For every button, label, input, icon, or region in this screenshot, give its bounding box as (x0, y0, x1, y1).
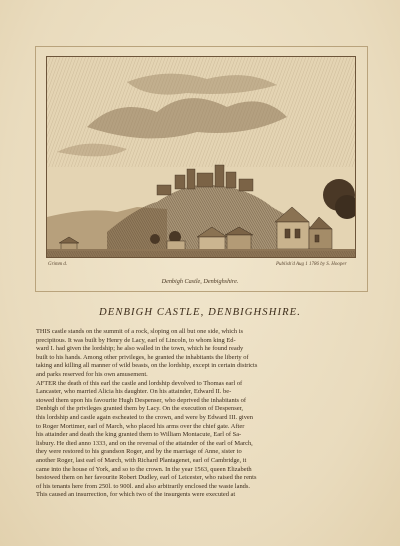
publisher-credit: Publish'd Aug 1 1786 by S. Hooper (276, 262, 347, 267)
artist-credit: Grimm d. (48, 262, 68, 267)
body-line: bestowed them on her favourite Robert Dudley, earl of Leicester, who raised the rents (36, 474, 257, 482)
engraving-image (46, 56, 356, 258)
plate-caption: Denbigh Castle, Denbighshire. (161, 278, 239, 285)
body-line: another Roger, last earl of March, with Richard Plantagenet, earl of Cambridge, it (36, 456, 247, 464)
body-line: This caused an insurrection, for which two of the insurgents were executed at (36, 491, 236, 499)
body-line: built to his hands. Among other privileges, he granted the inhabitants the liberty of (36, 353, 249, 361)
body-line: came into the house of York, and so to the crown. In the year 1563, queen Elizabeth (36, 465, 252, 473)
body-line: his attainder and death the king granted them to William Montacute, Earl of Sa- (36, 431, 242, 439)
body-line: ward I. had given the lordship; he also walled in the town, which he found ready (36, 345, 244, 353)
body-line: taking and killing all manner of wild beasts, on the lordship, except in certain districts (36, 362, 258, 370)
article-heading: DENBIGH CASTLE, DENBIGHSHIRE. (99, 307, 301, 318)
body-line: they were restored to his grandson Roger, and by the marriage of Anne, sister to (36, 448, 242, 456)
body-line: THIS castle stands on the summit of a rock, sloping on all but one side, which is (36, 328, 244, 335)
body-line: and parks reserved for his own amusement. (36, 370, 148, 378)
body-line: to Roger Mortimer, earl of March, who placed his arms over the chief gate. After (36, 422, 245, 430)
body-line: this lordship and castle again escheated to the crown, and were by Edward III. given (36, 413, 254, 421)
body-line: lisbury. He died anno 1333, and on the reversal of the attainder of the earl of March, (36, 439, 253, 447)
body-line: stowed them upon his favourite Hugh Despenser, who deprived the inhabitants of (36, 396, 246, 404)
body-line: precipitous. It was built by Henry de Lacy, earl of Lincoln, to whom king Ed- (36, 336, 236, 344)
body-line: Denbigh of the privileges granted them by Lacy. On the execution of Despenser, (36, 405, 244, 413)
article-body (36, 328, 366, 500)
body-line: of his tenants here from 250l. to 900l. and also arbitrarily enclosed the waste lands. (36, 482, 250, 490)
body-line: Lancaster, who married Alicia his daughter. On his attainder, Edward II. be- (36, 388, 232, 396)
engraving-landscape (47, 57, 355, 257)
body-line: AFTER the death of this earl the castle and lordship devolved to Thomas earl of (36, 379, 243, 387)
